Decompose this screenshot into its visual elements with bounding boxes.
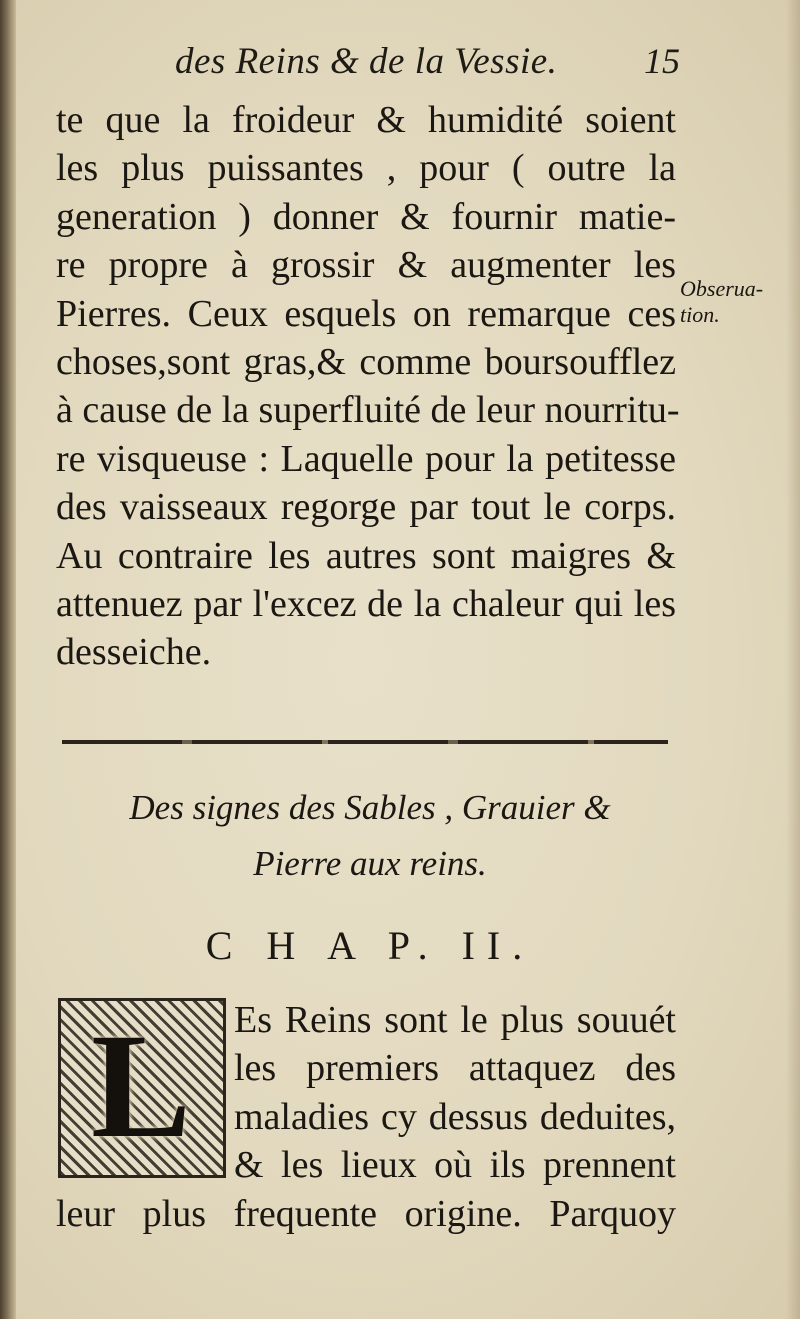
- text-line: leur plus frequente origine. Parquoy: [56, 1192, 676, 1235]
- margin-note: [680, 276, 790, 328]
- text-line: maladies cy dessus deduites,: [234, 1095, 676, 1138]
- text-line: Au contraire les autres sont maigres &: [56, 534, 676, 577]
- chapter-title: [60, 780, 680, 892]
- text-line: re visqueuse : Laquelle pour la petitesse: [56, 437, 676, 480]
- page-header: [60, 40, 680, 90]
- text-line: re propre à grossir & augmenter les: [56, 244, 676, 287]
- text-line: & les lieux où ils prennent: [234, 1144, 676, 1187]
- chapter-title-line: Des signes des Sables , Grauier &: [129, 788, 611, 827]
- text-line: les plus puissantes , pour ( outre la: [56, 147, 676, 190]
- text-line: attenuez par l'excez de la chaleur qui les: [56, 583, 676, 626]
- text-line: choses,sont gras,& comme boursoufflez: [56, 341, 676, 384]
- book-gutter: [0, 0, 16, 1319]
- chapter-title-line: Pierre aux reins.: [253, 844, 487, 883]
- body-paragraph-2: [56, 996, 676, 1238]
- margin-note-line: Obserua-: [680, 276, 764, 301]
- chapter-number: C H A P. II.: [205, 923, 535, 968]
- text-line: les premiers attaquez des: [234, 1047, 676, 1090]
- text-line: à cause de la superfluité de leur nourritu-: [56, 389, 680, 432]
- margin-note-line: tion.: [680, 302, 720, 327]
- text-line: des vaisseaux regorge par tout le corps.: [56, 486, 676, 529]
- running-head: des Reins & de la Vessie.: [175, 41, 558, 82]
- initial-letter: L: [91, 1003, 192, 1169]
- text-line: desseiche.: [56, 631, 212, 674]
- body-paragraph-1: [56, 96, 680, 677]
- text-line: te que la froideur & humidité soient: [56, 99, 676, 141]
- page-number: 15: [644, 41, 680, 81]
- text-line: generation ) donner & fournir matie-: [56, 195, 676, 238]
- text-line: Pierres. Ceux esquels on remarque ces: [56, 292, 676, 335]
- section-rule: [62, 740, 668, 744]
- text-line: Es Reins sont le plus souuét: [234, 999, 676, 1041]
- page-edge: [786, 0, 800, 1319]
